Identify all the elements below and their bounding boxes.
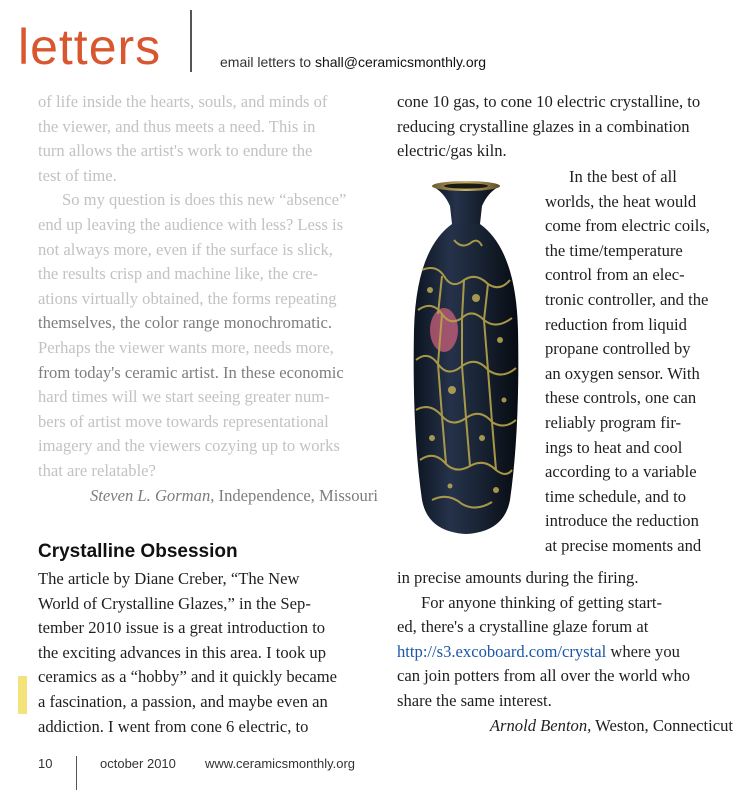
signature-place: Weston, Connecticut [591,715,733,735]
text-line: reliably program fir- [545,412,682,432]
signature [397,714,733,739]
text-line: time schedule, and to [545,486,687,506]
email-line [220,54,486,70]
text-line: the results crisp and machine like, the cre- [38,264,319,284]
section-title: letters [18,19,162,75]
text-line: an oxygen sensor. With [545,363,700,383]
text-line: bers of artist move towards representational [38,411,329,431]
email-prefix: email letters to [220,54,315,70]
text-line: test of time. [38,165,117,185]
text-line: tronic controller, and the [545,289,709,309]
text-line: electric/gas kiln. [397,141,507,161]
highlight-mark [18,676,27,714]
text-line: ed, there's a crystalline glaze forum at [397,617,649,637]
text-line: hard times will we start seeing greater num- [38,387,330,407]
text-line: imagery and the viewers cozying up to works [38,436,340,456]
text-line: end up leaving the audience with less? Less is [38,214,344,234]
issue-date: october 2010 [100,756,176,771]
text-line: In the best of all [569,167,677,186]
text-line: these controls, one can [545,388,697,408]
text-line: the viewer, and thus meets a need. This in [38,116,316,136]
text-line: of life inside the hearts, souls, and minds of [38,92,328,111]
text-line: introduce the reduction [545,511,699,531]
text-line: propane controlled by [545,339,691,359]
text-line: that are relatable? [38,460,156,480]
text-line: according to a variable [545,462,697,482]
text-line: ceramics as a “hobby” and it quickly became [38,667,338,687]
text-line: from today's ceramic artist. In these economic [38,362,344,382]
text-line: addiction. I went from cone 6 electric, to [38,716,309,736]
right-wrap-text [545,165,733,559]
text-line: the time/temperature [545,240,683,260]
text-line: a fascination, a passion, and maybe even an [38,691,328,711]
text-line: Perhaps the viewer wants more, needs more, [38,337,334,357]
page-number: 10 [38,756,53,771]
text-line: reducing crystalline glazes in a combination [397,116,690,136]
text-line: tember 2010 issue is a great introduction to [38,618,326,638]
text-line: cone 10 gas, to cone 10 electric crystalline, to [397,92,701,111]
text-line: So my question is does this new “absence” [62,190,347,210]
text-line: ings to heat and cool [545,437,683,457]
footer-website[interactable]: www.ceramicsmonthly.org [205,756,356,771]
text-line: not always more, even if the surface is slick, [38,239,333,259]
signature-name: Steven L. Gorman, [89,485,215,505]
signature [38,484,378,509]
text-line: at precise moments and [545,535,702,555]
text-line: ations virtually obtained, the forms repeating [38,288,337,308]
signature-place: Independence, Missouri [214,485,378,505]
text-line: control from an elec- [545,265,685,285]
header-divider [190,10,192,72]
text-line: come from electric coils, [545,216,710,236]
forum-link[interactable]: http://s3.excoboard.com/crystal [397,641,607,661]
text-line: worlds, the heat would [545,191,697,211]
crystalline-vase-photo [392,180,540,542]
text-line: can join potters from all over the world who [397,666,691,686]
previous-letter [38,90,378,508]
letter-heading: Crystalline Obsession [38,541,238,562]
text-line: share the same interest. [397,690,552,710]
forum-link-suffix: where you [606,641,680,661]
email-address[interactable]: shall@ceramicsmonthly.org [314,54,487,70]
right-bottom-text [397,566,733,738]
right-top-text [397,90,733,164]
text-line [397,640,733,665]
text-line: the exciting advances in this area. I took up [38,642,326,662]
text-line: turn allows the artist's work to endure the [38,141,313,161]
text-line: The article by Diane Creber, “The New [38,569,300,588]
text-line: reduction from liquid [545,314,687,334]
text-line: World of Crystalline Glazes,” in the Sep- [38,593,311,613]
footer-divider [76,756,77,790]
text-line: For anyone thinking of getting start- [421,592,663,612]
text-line: themselves, the color range monochromatic. [38,313,332,333]
article-text [38,567,378,739]
signature-name: Arnold Benton, [489,715,592,735]
text-line: in precise amounts during the firing. [397,568,639,587]
